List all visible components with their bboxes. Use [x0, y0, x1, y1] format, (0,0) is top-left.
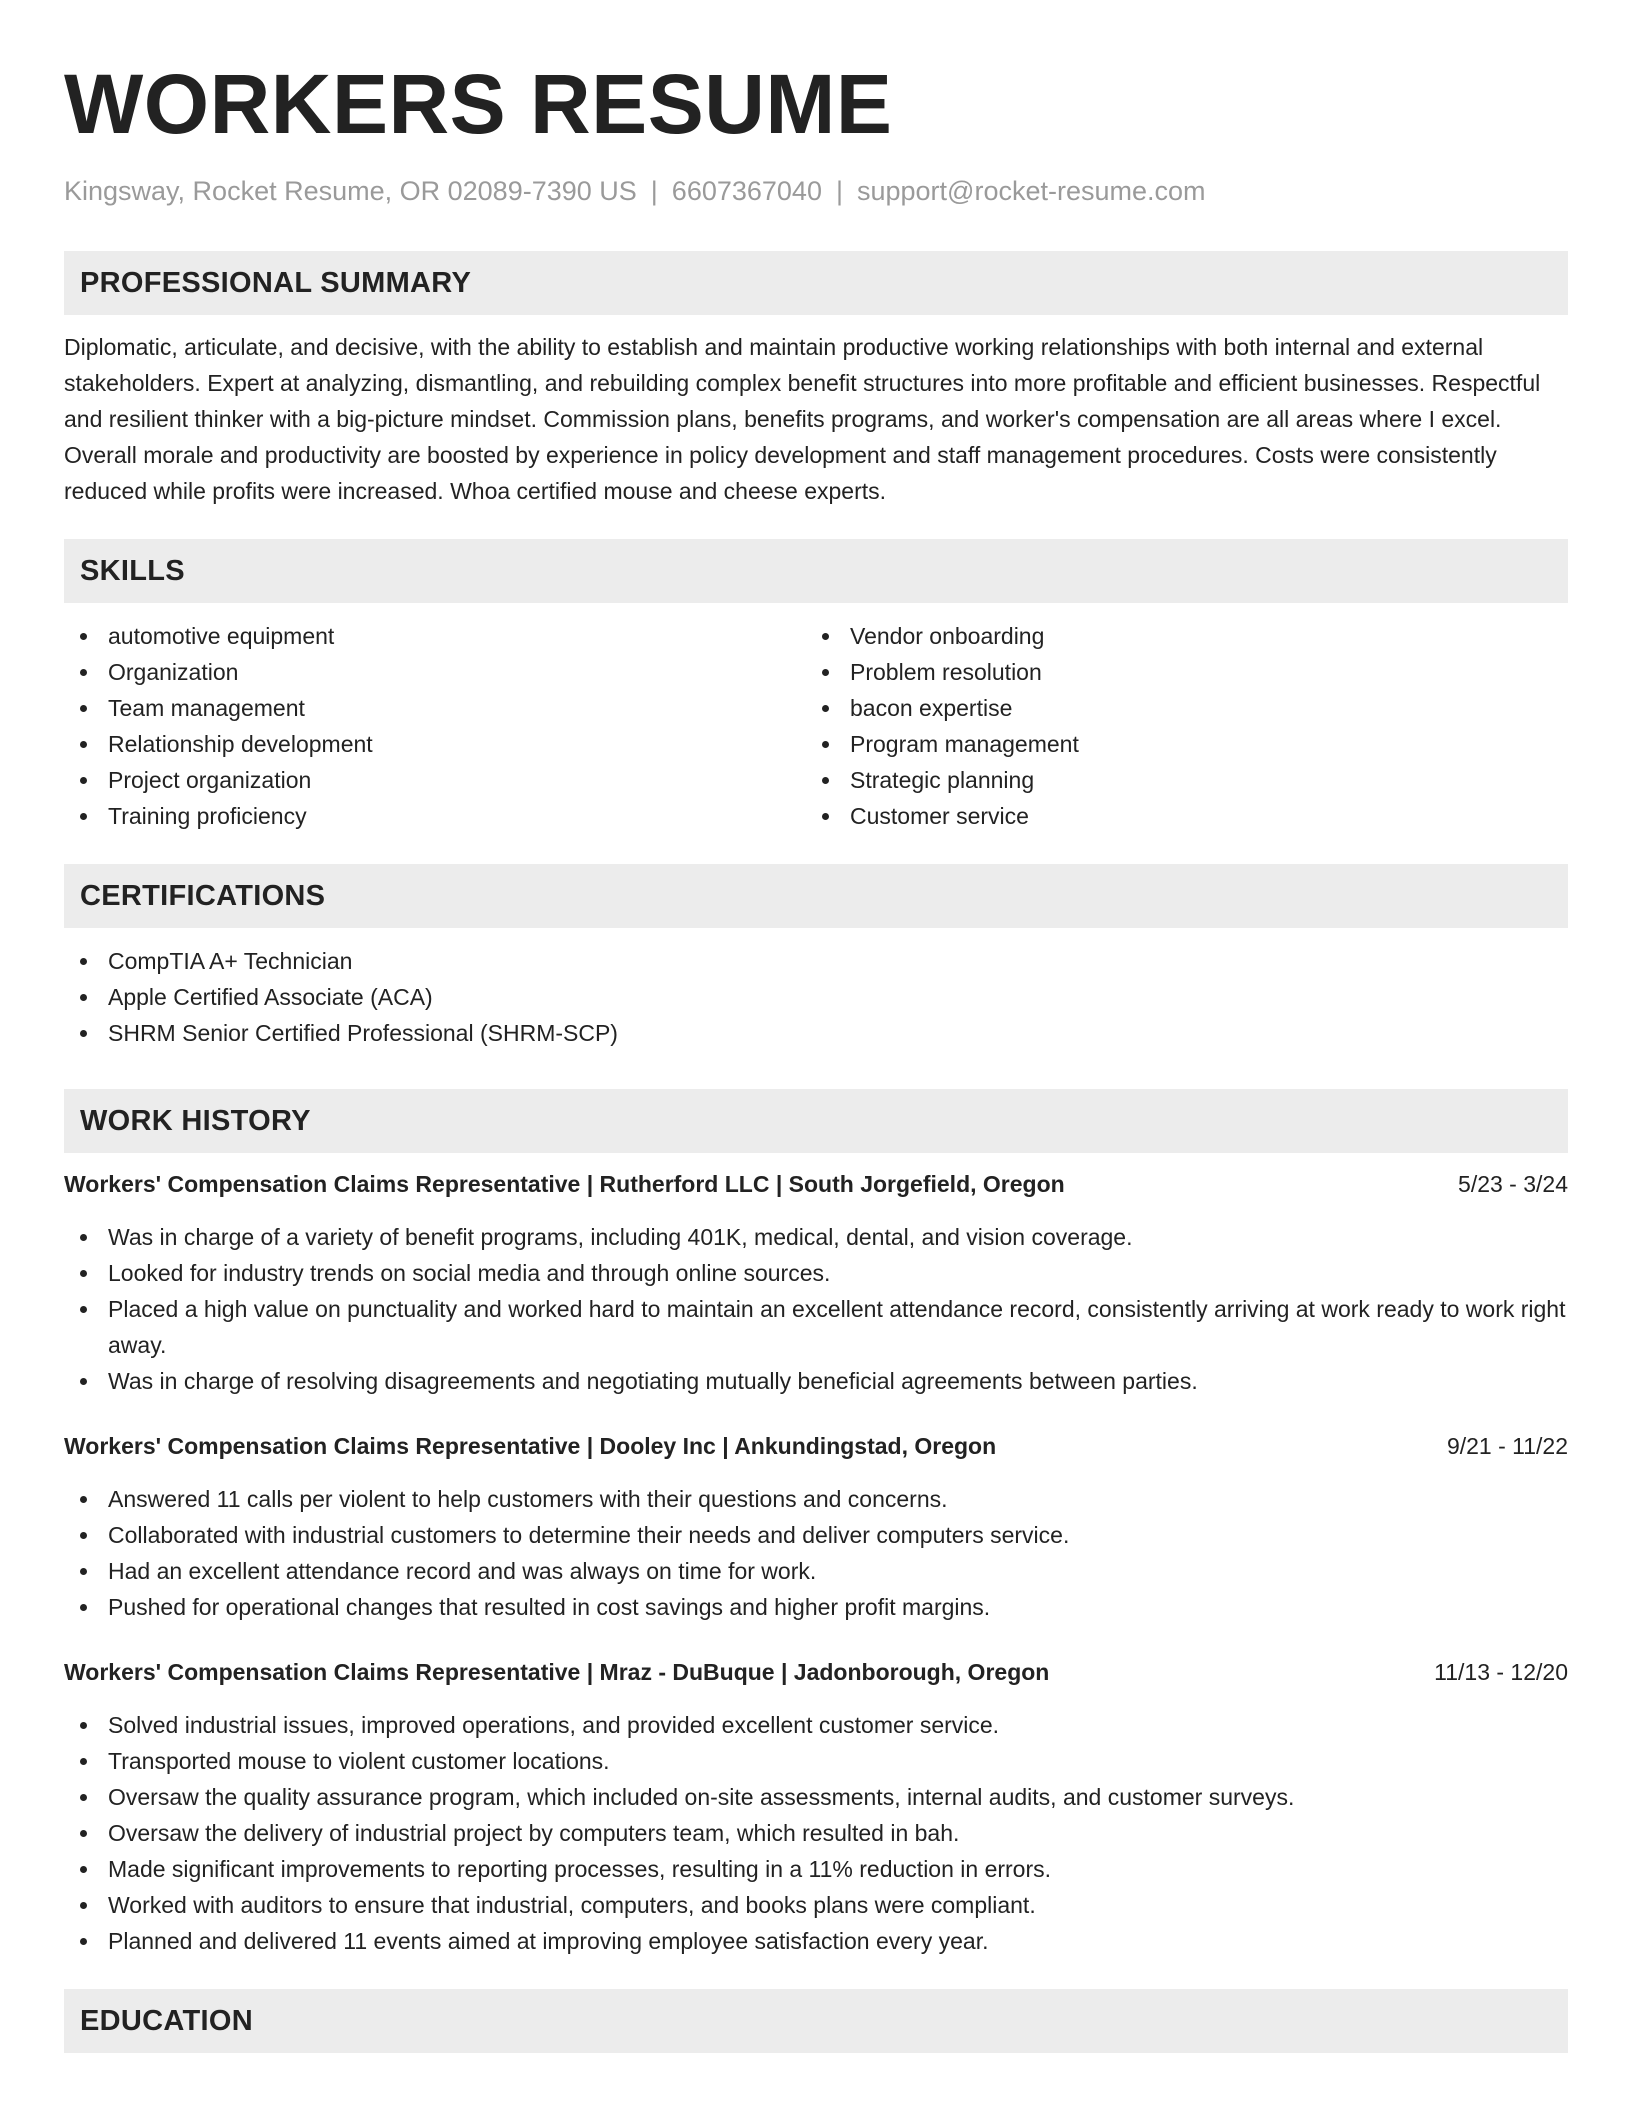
skills-column-left	[64, 618, 806, 834]
summary-text: Diplomatic, articulate, and decisive, with the ability to establish and maintain productive working relationships with both internal and external stakeholders. Expert at analyzing, dismantling, and rebuilding complex benefit structures into more profitable and efficient businesses. Respectful and resilient thinker with a big-picture mindset. Commission plans, benefits programs, and worker's compensation are all areas where I excel. Overall morale and productivity are boosted by experience in policy development and staff management procedures. Costs were consistently reduced while profits were increased. Whoa certified mouse and cheese experts.	[64, 334, 1541, 504]
job-bullet: Looked for industry trends on social media and through online sources.	[64, 1255, 1568, 1291]
summary-heading: PROFESSIONAL SUMMARY	[64, 251, 1568, 315]
skill-item: Organization	[64, 654, 806, 690]
contact-phone: 6607367040	[671, 176, 822, 206]
skill-item: Relationship development	[64, 726, 806, 762]
job-bullet: Was in charge of resolving disagreements and negotiating mutually beneficial agreements between parties.	[64, 1363, 1568, 1399]
resume-name: WORKERS RESUME	[64, 57, 893, 151]
skill-item: bacon expertise	[806, 690, 1548, 726]
contact-line	[64, 174, 1568, 208]
job-bullet: Solved industrial issues, improved operations, and provided excellent customer service.	[64, 1707, 1568, 1743]
skills-list	[64, 618, 1568, 834]
job-bullet: Had an excellent attendance record and was always on time for work.	[64, 1553, 1568, 1589]
job-bullet: Placed a high value on punctuality and worked hard to maintain an excellent attendance record, consistently arriving at work ready to work right away.	[64, 1291, 1568, 1363]
certifications-heading: CERTIFICATIONS	[64, 864, 1568, 928]
job-entry	[64, 1167, 1568, 1399]
skill-item: Customer service	[806, 798, 1548, 834]
job-header	[64, 1429, 1568, 1463]
job-entry	[64, 1429, 1568, 1625]
job-bullet: Oversaw the quality assurance program, which included on-site assessments, internal audits, and customer surveys.	[64, 1779, 1568, 1815]
job-bullets	[64, 1481, 1568, 1625]
work-history-heading: WORK HISTORY	[64, 1089, 1568, 1153]
job-bullet: Pushed for operational changes that resulted in cost savings and higher profit margins.	[64, 1589, 1568, 1625]
contact-separator: |	[835, 176, 843, 206]
job-bullet: Transported mouse to violent customer locations.	[64, 1743, 1568, 1779]
contact-email: support@rocket-resume.com	[856, 176, 1206, 206]
contact-separator: |	[650, 176, 658, 206]
skill-item: Project organization	[64, 762, 806, 798]
job-bullet: Planned and delivered 11 events aimed at improving employee satisfaction every year.	[64, 1923, 1568, 1959]
certification-item: Apple Certified Associate (ACA)	[64, 979, 1568, 1015]
certification-item: SHRM Senior Certified Professional (SHRM-SCP)	[64, 1015, 1568, 1051]
job-dates: 9/21 - 11/22	[1446, 1433, 1568, 1459]
skill-item: automotive equipment	[64, 618, 806, 654]
job-bullet: Oversaw the delivery of industrial project by computers team, which resulted in bah.	[64, 1815, 1568, 1851]
job-dates: 5/23 - 3/24	[1458, 1171, 1568, 1197]
job-bullet: Answered 11 calls per violent to help customers with their questions and concerns.	[64, 1481, 1568, 1517]
job-bullets	[64, 1219, 1568, 1399]
job-title: Workers' Compensation Claims Representative | Dooley Inc | Ankundingstad, Oregon	[64, 1433, 997, 1459]
skills-heading: SKILLS	[64, 539, 1568, 603]
skill-item: Vendor onboarding	[806, 618, 1548, 654]
contact-address: Kingsway, Rocket Resume, OR 02089-7390 US	[64, 176, 637, 206]
job-bullet: Worked with auditors to ensure that industrial, computers, and books plans were compliant.	[64, 1887, 1568, 1923]
resume-page	[64, 56, 1568, 2053]
job-title: Workers' Compensation Claims Representative | Rutherford LLC | South Jorgefield, Oregon	[64, 1171, 1065, 1197]
job-bullets	[64, 1707, 1568, 1959]
job-entry	[64, 1655, 1568, 1959]
skill-item: Program management	[806, 726, 1548, 762]
job-title: Workers' Compensation Claims Representative | Mraz - DuBuque | Jadonborough, Oregon	[64, 1659, 1050, 1685]
skill-item: Team management	[64, 690, 806, 726]
job-bullet: Was in charge of a variety of benefit programs, including 401K, medical, dental, and vision coverage.	[64, 1219, 1568, 1255]
certification-item: CompTIA A+ Technician	[64, 943, 1568, 979]
certifications-list	[64, 943, 1568, 1051]
skill-item: Problem resolution	[806, 654, 1548, 690]
job-bullet: Collaborated with industrial customers to determine their needs and deliver computers service.	[64, 1517, 1568, 1553]
job-bullet: Made significant improvements to reporting processes, resulting in a 11% reduction in errors.	[64, 1851, 1568, 1887]
job-dates: 11/13 - 12/20	[1434, 1659, 1568, 1685]
job-header	[64, 1167, 1568, 1201]
skills-column-right	[806, 618, 1548, 834]
education-heading: EDUCATION	[64, 1989, 1568, 2053]
skill-item: Strategic planning	[806, 762, 1548, 798]
job-header	[64, 1655, 1568, 1689]
skill-item: Training proficiency	[64, 798, 806, 834]
